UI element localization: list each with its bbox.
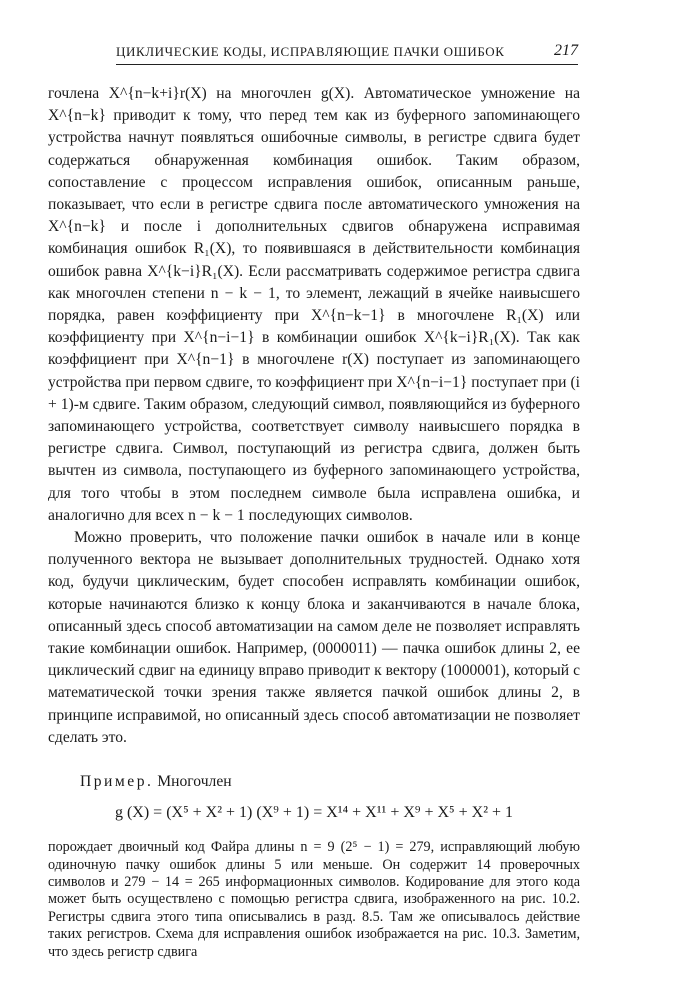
example-heading: [80, 771, 580, 793]
running-title: ЦИКЛИЧЕСКИЕ КОДЫ, ИСПРАВЛЯЮЩИЕ ПАЧКИ ОШИБОК: [116, 44, 505, 59]
header-rule: [116, 64, 578, 65]
example-text: Многочлен: [157, 773, 232, 791]
polynomial-formula: g (X) = (X⁵ + X² + 1) (X⁹ + 1) = X¹⁴ + X¹¹ + X⁹ + X⁵ + X² + 1: [114, 804, 514, 822]
page-number: 217: [554, 42, 578, 59]
page-body: [48, 83, 580, 961]
paragraph-1: гочлена X^{n−k+i}r(X) на многочлен g(X). Автоматическое умножение на X^{n−k} приводит к тому, что перед тем как из буферного запоминающего устройства начнут появляться ошибочные символы, в регистре сдвига будет содержаться обнаруженная комбинация ошибок. Таким образом, сопоставление с процессом исправления ошибок, описанным раньше, показывает, что если в регистре сдвига после автоматического умножения на X^{n−k} и после i дополнительных сдвигов обнаружена исправимая комбинация ошибок R₁(X), то появившаяся в действительности комбинация ошибок равна X^{k−i}R₁(X). Если рассматривать содержимое регистра сдвига как многочлен степени n − k − 1, то элемент, лежащий в ячейке наивысшего порядка, равен коэффициенту при X^{n−k−1} в многочлене R₁(X) или коэффициенту при X^{n−i−1} в комбинации ошибок X^{k−i}R₁(X). Так как коэффициент при X^{n−1} в многочлене r(X) поступает из запоминающего устройства при первом сдвиге, то коэффициент при X^{n−i−1} поступает при (i + 1)-м сдвиге. Таким образом, следующий символ, появляющийся из буферного запоминающего устройства, соответствует символу наивысшего порядка в регистре сдвига. Символ, поступающий из регистра сдвига, должен быть вычтен из символа, поступающего из буферного запоминающего устройства, для того чтобы в этом последнем символе была исправлена ошибка, и аналогично для всех n − k − 1 последующих символов.: [48, 85, 580, 524]
example-description: порождает двоичный код Файра длины n = 9 (2⁵ − 1) = 279, исправляющий любую одиночную пачку ошибок длины 5 или меньше. Он содержит 14 проверочных символов и 279 − 14 = 265 информационных символов. Кодирование для этого кода может быть осуществлено с помощью регистра сдвига, изображенного на рис. 10.2. Регистры сдвига этого типа описывались в разд. 8.5. Там же описывалось действие таких регистров. Схема для исправления ошибок изображается на рис. 10.3. Заметим, что здесь регистр сдвига: [48, 839, 580, 960]
example-label: Пример.: [80, 773, 154, 791]
paragraph-2: Можно проверить, что положение пачки ошибок в начале или в конце полученного вектора не вызывает дополнительных трудностей. Однако хотя код, будучи циклическим, будет способен исправлять комбинации ошибок, которые начинаются близко к концу блока и заканчиваются в начале блока, описанный здесь способ автоматизации на самом деле не позволяет исправлять такие комбинации ошибок. Например, (0000011) — пачка ошибок длины 2, ее циклический сдвиг на единицу вправо приводит к вектору (1000001), который с математической точки зрения также является пачкой ошибок длины 2, в принципе исправимой, но описанный здесь способ автоматизации не позволяет сделать это.: [48, 529, 580, 746]
page-header: [116, 40, 578, 66]
